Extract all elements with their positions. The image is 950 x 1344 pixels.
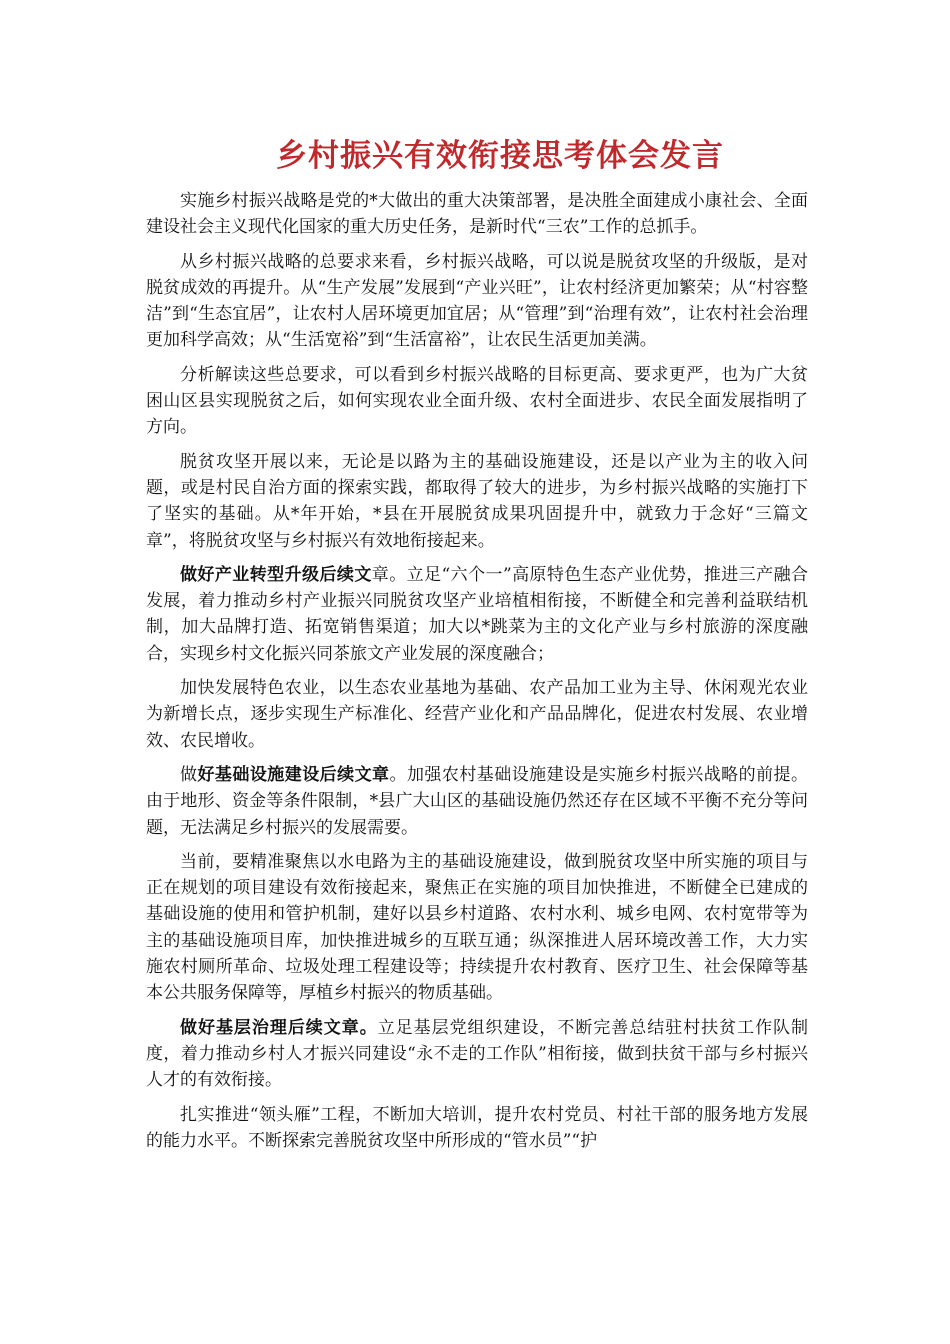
section-heading: 做好基层治理后续文章。	[180, 1017, 378, 1038]
paragraph-text: 从乡村振兴战略的总要求来看，乡村振兴战略，可以说是脱贫攻坚的升级版，是对脱贫成效的再提升。从“生产发展”发展到“产业兴旺”，让农村经济更加繁荣；从“村容整洁”到“生态宜居”，让农村人居环境更加宜居；从“管理”到“治理有效”，让农村社会治理更加科学高效；从“生活宽裕”到“生活富裕”，让农民生活更加美满。	[146, 251, 808, 351]
paragraph	[146, 188, 808, 241]
paragraph-text: 分析解读这些总要求，可以看到乡村振兴战略的目标更高、要求更严，也为广大贫困山区县实现脱贫之后，如何实现农业全面升级、农村全面进步、农民全面发展指明了方向。	[146, 364, 808, 438]
paragraph-prefix: 做	[180, 764, 198, 785]
paragraph	[146, 762, 808, 841]
paragraph-text: 加快发展特色农业，以生态农业基地为基础、农产品加工业为主导、休闲观光农业为新增长点，逐步实现生产标准化、经营产业化和产品品牌化，促进农村发展、农业增效、农民增收。	[146, 678, 808, 751]
paragraph	[146, 362, 808, 441]
paragraph	[146, 562, 808, 667]
section-heading: 好基础设施建设后续文章	[197, 764, 390, 785]
paragraph-text: 当前，要精准聚焦以水电路为主的基础设施建设，做到脱贫攻坚中所实施的项目与正在规划的项目建设有效衔接起来，聚焦正在实施的项目加快推进，不断健全已建成的基础设施的使用和管护机制，建好以县乡村道路、农村水利、城乡电网、农村宽带等为主的基础设施项目库，加快推进城乡的互联互通；纵深推进人居环境改善工作，大力实施农村厕所革命、垃圾处理工程建设等；持续提升农村教育、医疗卫生、社会保障等基本公共服务保障等，厚植乡村振兴的物质基础。	[146, 851, 808, 1004]
paragraph-text: 脱贫攻坚开展以来，无论是以路为主的基础设施建设，还是以产业为主的收入问题，或是村民自治方面的探索实践，都取得了较大的进步，为乡村振兴战略的实施打下了坚实的基础。从*年开始，*县在开展脱贫成果巩固提升中，就致力于念好“三篇文章”，将脱贫攻坚与乡村振兴有效地衔接起来。	[146, 451, 808, 551]
paragraph-text: 立足基层党组织建设，不断完善总结驻村扶贫工作队制度，着力推动乡村人才振兴同建设“永不走的工作队”相衔接，做到扶贫干部与乡村振兴人才的有效衔接。	[146, 1017, 809, 1091]
section-heading: 做好产业转型升级后续文	[180, 564, 372, 585]
paragraph	[146, 449, 808, 554]
paragraph	[146, 1015, 808, 1094]
paragraph-text: 。加强农村基础设施建设是实施乡村振兴战略的前提。由于地形、资金等条件限制，*县广大山区的基础设施仍然还存在区域不平衡不充分等问题，无法满足乡村振兴的发展需要。	[146, 764, 809, 838]
paragraph	[146, 1102, 808, 1155]
paragraph	[146, 249, 808, 354]
paragraph-text: 扎实推进“领头雁”工程，不断加大培训，提升农村党员、村社干部的服务地方发展的能力水平。不断探索完善脱贫攻坚中所形成的“管水员”“护	[146, 1104, 808, 1151]
document-body	[146, 188, 808, 1162]
paragraph	[146, 849, 808, 1007]
document-title: 乡村振兴有效衔接思考体会发言	[276, 138, 724, 174]
paragraph-text: 章。立足“六个一”高原特色生态产业优势，推进三产融合发展，着力推动乡村产业振兴同脱贫攻坚产业培植相衔接，不断健全和完善利益联结机制，加大品牌打造、拓宽销售渠道；加大以*跳菜为主的文化产业与乡村旅游的深度融合，实现乡村文化振兴同茶旅文产业发展的深度融合；	[146, 564, 809, 664]
paragraph-text: 实施乡村振兴战略是党的*大做出的重大决策部署，是决胜全面建成小康社会、全面建设社会主义现代化国家的重大历史任务，是新时代“三农”工作的总抓手。	[146, 191, 808, 238]
paragraph	[146, 675, 808, 754]
